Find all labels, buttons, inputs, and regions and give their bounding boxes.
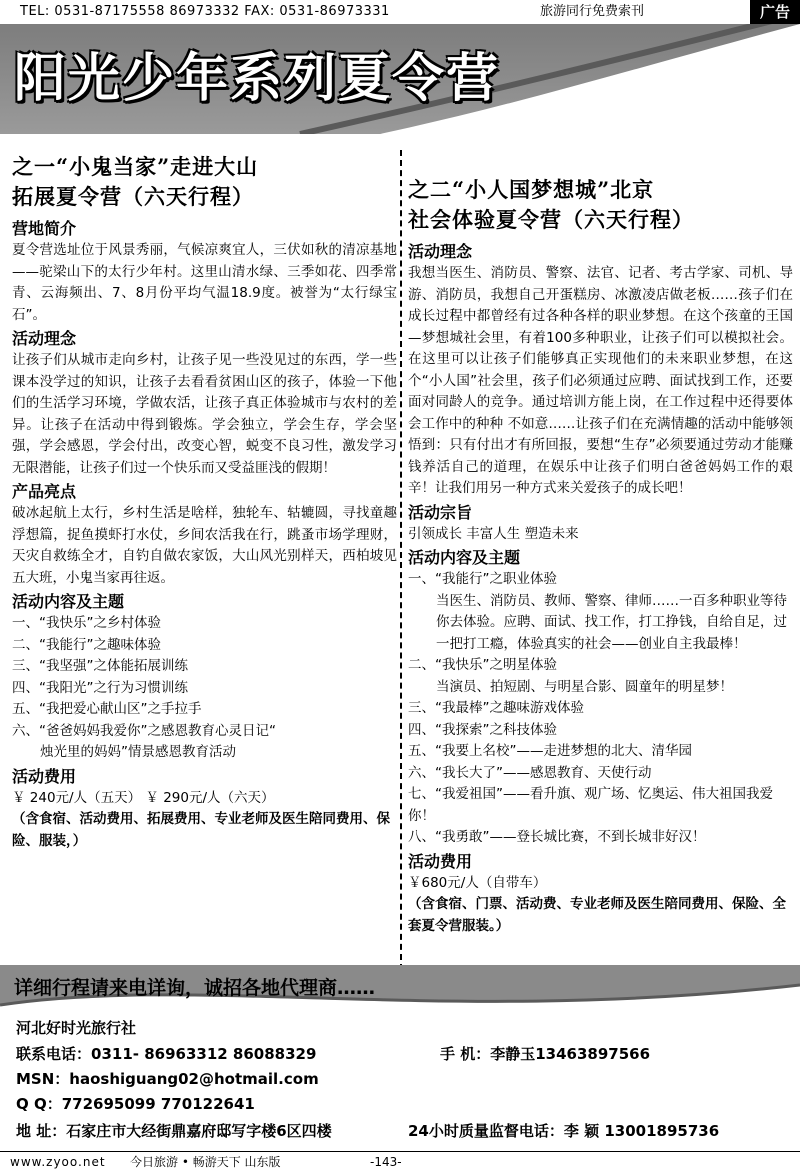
qq-label: Q Q：: [16, 1095, 62, 1113]
camp1-concept-heading: 活动理念: [12, 329, 77, 348]
footer-cta: 详细行程请来电详询，诚招各地代理商……: [14, 977, 376, 999]
camp2-title: [408, 175, 793, 235]
camp1-title: [12, 152, 397, 212]
address-line: [16, 1120, 332, 1141]
header-contact: TEL: 0531-87175558 86973332 FAX: 0531-86973331: [20, 4, 390, 19]
header-slogan: 旅游同行免费索刊: [540, 4, 645, 19]
phone-value: 0311- 86963312 86088329: [91, 1045, 317, 1063]
camp1-content-item: 一、“我快乐”之乡村体验: [12, 615, 161, 631]
phone-line: [16, 1043, 316, 1064]
camp2-content-item: 当医生、消防员、教师、警察、律师……一百多种职业等待你去体验。应聘、面试、找工作，打工挣钱，自给自足，过一把打工瘾，体验真实的社会——创业自主我最棒！: [436, 592, 787, 652]
camp1-fee-heading: 活动费用: [12, 766, 77, 786]
camp2-fee-note: （含食宿、门票、活动费、专业老师及医生陪同费用、保险、全套夏令营服装。）: [408, 896, 786, 934]
camp1-fee-text: ￥ 240元/人（五天） ￥ 290元/人（六天）: [12, 789, 275, 806]
camp1-site-text: 夏令营选址位于风景秀丽，气候凉爽宜人，三伏如秋的清凉基地——驼梁山下的太行少年村。这里山清水绿、三季如花、四季常青、云海频出、7、8月份平均气温18.9度。被誉为“太行绿宝石”。: [12, 242, 397, 323]
camp1-content-item: 二、“我能行”之趣味体验: [12, 636, 161, 653]
camp1-content-item: 烛光里的妈妈”情景感恩教育活动: [40, 744, 236, 760]
camp1-title-line2: 拓展夏令营（六天行程）: [12, 184, 254, 209]
camp2-content-heading: 活动内容及主题: [408, 548, 521, 567]
address-value: 石家庄市大经街鼎嘉府邸写字楼6区四楼: [66, 1122, 332, 1140]
camp2-title-line1: 之二“小人国梦想城”北京: [408, 177, 655, 202]
headline-banner: [0, 24, 800, 134]
phone-label: 联系电话：: [16, 1045, 92, 1063]
camp1-content-item: 五、“我把爱心献山区”之手拉手: [12, 701, 202, 717]
camp1-title-line1: 之一“小鬼当家”走进大山: [12, 154, 259, 179]
camp1-site-heading: 营地简介: [12, 219, 77, 238]
camp1-section: [12, 152, 397, 852]
camp2-concept-heading: 活动理念: [408, 242, 473, 261]
mobile-value: 李静玉13463897566: [490, 1045, 651, 1063]
ad-badge: 广告: [750, 0, 800, 24]
camp2-tenet-text: 引领成长 丰富人生 塑造未来: [408, 525, 579, 542]
camp1-content-item: 六、“爸爸妈妈我爱你”之感恩教育心灵日记“: [12, 722, 276, 739]
mobile-line: [440, 1043, 650, 1064]
mobile-label: 手 机：: [440, 1045, 491, 1063]
column-divider: [400, 150, 402, 970]
camp1-fee-note: （含食宿、活动费用、拓展费用、专业老师及医生陪同费用、保险、服装，）: [12, 811, 390, 849]
camp2-fee-heading: 活动费用: [408, 851, 473, 871]
main-title: 阳光少年系列夏令营: [14, 49, 501, 109]
camp2-concept-text: 我想当医生、消防员、警察、法官、记者、考古学家、司机、导游、消防员，我想自己开蛋糕房、冰激凌店做老板……孩子们在成长过程中都曾经有过各种各样的职业梦想。在这个孩童的王国—梦想城社会里，有着100多种职业，让孩子们可以模拟社会。在这里可以让孩子们能够真正实现他们的未来职业梦想，在这个“小人国”社会里，孩子们必须通过应聘、面试找到工作，还要面对同龄人的竞争。通过培训方能上岗，在工作过程中还得要体会工作中的种种 不如意……让孩子们在充满情趣的活动中能够领悟到：只有付出才有所回报，要想“生存”必须要通过劳动才能赚钱养活自己的道理，在娱乐中让孩子们明白爸爸妈妈工作的艰辛！让我们用另一种方式来关爱孩子的成长吧！: [408, 265, 793, 496]
camp2-content-item: 五、“我要上名校”——走进梦想的北大、清华园: [408, 743, 692, 759]
msn-line: [16, 1068, 319, 1089]
camp2-content-item: 三、“我最棒”之趣味游戏体验: [408, 700, 584, 716]
address-label: 地 址：: [16, 1122, 67, 1140]
contact-footer: [0, 965, 800, 1151]
camp2-title-line2: 社会体验夏令营（六天行程）: [408, 207, 694, 232]
qq-value: 772695099 770122641: [61, 1095, 255, 1113]
qq-line: [16, 1093, 255, 1114]
camp1-content-heading: 活动内容及主题: [12, 592, 125, 611]
camp2-fee-text: ￥680元/人（自带车）: [408, 874, 547, 891]
camp1-concept-text: 让孩子们从城市走向乡村，让孩子见一些没见过的东西，学一些课本没学过的知识，让孩子去看看贫困山区的孩子，体验一下他们的生活学习环境，学做农活，让孩子真正体验城市与农村的差异。让孩子在活动中得到锻炼。学会独立，学会生存，学会坚强，学会感恩，学会付出，改变心智，蜕变不良习性，激发学习无限潜能，让孩子们过一个快乐而又受益匪浅的假期！: [12, 352, 397, 476]
camp2-content-item: 当演员、拍短剧、与明星合影、圆童年的明星梦！: [436, 678, 733, 695]
page-number: -143-: [370, 1155, 402, 1169]
bottom-bar: [0, 1151, 800, 1172]
site-url: www.zyoo.net: [10, 1155, 106, 1169]
camp2-content-item: 一、“我能行”之职业体验: [408, 571, 557, 587]
camp2-content-item: 七、“我爱祖国”——看升旗、观广场、忆奥运、伟大祖国我爱你！: [408, 786, 773, 824]
supervision-line: 24小时质量监督电话：李 颖 13001895736: [408, 1122, 720, 1140]
camp2-tenet-heading: 活动宗旨: [408, 502, 473, 522]
publication-name: 今日旅游 • 畅游天下 山东版: [130, 1155, 281, 1169]
camp1-content-item: 三、“我坚强”之体能拓展训练: [12, 658, 188, 674]
camp2-content-item: 八、“我勇敢”——登长城比赛，不到长城非好汉！: [408, 829, 706, 845]
agency-name: 河北好时光旅行社: [16, 1019, 137, 1037]
camp2-content-item: 四、“我探索”之科技体验: [408, 721, 557, 738]
msn-label: MSN：: [16, 1070, 70, 1088]
camp1-highlights-heading: 产品亮点: [12, 482, 77, 501]
camp1-content-item: 四、“我阳光”之行为习惯训练: [12, 679, 188, 696]
top-bar: [0, 0, 800, 25]
camp2-content-item: 二、“我快乐”之明星体验: [408, 657, 557, 673]
msn-value: haoshiguang02@hotmail.com: [69, 1070, 319, 1088]
camp2-content-item: 六、“我长大了”——感恩教育、天使行动: [408, 764, 652, 781]
camp1-highlights-text: 破冰起航上太行，乡村生活是啥样，独轮车、轱辘圆，寻找童趣浮想篇，捉鱼摸虾打水仗，乡间农活我在行，跳蚤市场学理财，天灾自救练全才，自钓自做农家饭，大山风光别样天，西柏坡见五大班，小鬼当家再往返。: [12, 505, 397, 586]
camp2-section: [408, 175, 793, 937]
